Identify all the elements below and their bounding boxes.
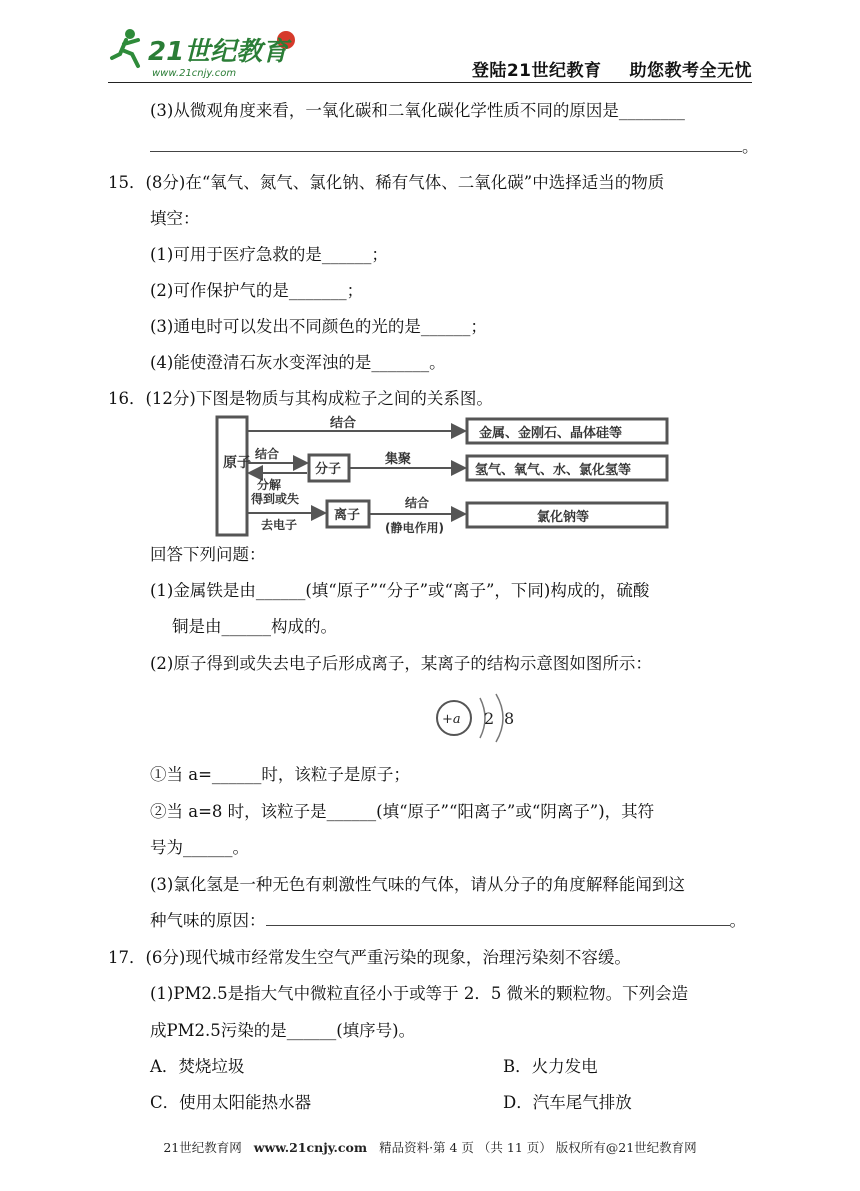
label-gain-lose-2: 去电子 bbox=[261, 518, 298, 532]
q15-item-4: (4)能使澄清石灰水变浑浊的是_______。 bbox=[150, 353, 446, 372]
box-nacl-label: 氯化钠等 bbox=[537, 510, 590, 525]
period: 。 bbox=[742, 137, 759, 156]
label-decompose: 分解 bbox=[257, 478, 282, 492]
q15-item-3: (3)通电时可以发出不同颜色的光的是______； bbox=[150, 317, 487, 336]
slogan-help: 助您教考全无忧 bbox=[629, 61, 752, 81]
slogan-login: 登陆21世纪教育 bbox=[471, 61, 602, 81]
page-footer bbox=[0, 1138, 860, 1156]
q16-p2-sub2-line2: 号为______。 bbox=[150, 838, 249, 857]
q16-stem: 16．(12分)下图是物质与其构成粒子之间的关系图。 bbox=[108, 389, 493, 408]
q16-p1-line2: 铜是由______构成的。 bbox=[172, 617, 337, 636]
q15-stem: 15．(8分)在“氧气、氮气、氯化钠、稀有气体、二氧化碳”中选择适当的物质 bbox=[108, 173, 665, 192]
q17-option-d: D．汽车尾气排放 bbox=[503, 1093, 632, 1112]
box-metals-label: 金属、金刚石、晶体硅等 bbox=[479, 426, 623, 441]
q16-p2-line1: (2)原子得到或失去电子后形成离子，某离子的结构示意图如图所示： bbox=[150, 654, 652, 673]
label-combine: 结合 bbox=[255, 447, 280, 461]
q14-part3-answer-line bbox=[150, 136, 759, 158]
q17-stem: 17．(6分)现代城市经常发生空气严重污染的现象，治理污染刻不容缓。 bbox=[108, 948, 631, 967]
period: 。 bbox=[729, 911, 746, 930]
ion-structure-diagram bbox=[432, 688, 524, 748]
q16-p3-prompt: 种气味的原因： bbox=[150, 911, 266, 930]
runner-icon bbox=[112, 29, 138, 66]
particle-relationship-diagram bbox=[215, 415, 675, 537]
header-slogan bbox=[472, 56, 752, 81]
answer-blank bbox=[266, 911, 730, 926]
q14-part3-text: (3)从微观角度来看，一氧化碳和二氧化碳化学性质不同的原因是________ bbox=[150, 101, 685, 120]
label-gain-lose-1: 得到或失 bbox=[251, 492, 300, 506]
answer-blank bbox=[150, 137, 742, 152]
svg-text:21世纪教育: 21世纪教育 bbox=[148, 37, 289, 67]
box-gases-label: 氢气、氧气、水、氯化氢等 bbox=[475, 463, 632, 478]
q16-answer-prompt: 回答下列问题： bbox=[150, 545, 266, 564]
logo-21cnjy bbox=[108, 24, 308, 82]
q17-option-a: A．焚烧垃圾 bbox=[150, 1057, 245, 1076]
footer-site: 21世纪教育网 bbox=[163, 1140, 242, 1155]
q15-item-2: (2)可作保护气的是_______； bbox=[150, 281, 364, 300]
q16-p2-sub2-line1: ②当 a=8 时，该粒子是______(填“原子”“阳离子”或“阴离子”)，其符 bbox=[150, 802, 655, 821]
shell-2 bbox=[496, 694, 503, 742]
header-divider bbox=[108, 82, 752, 83]
footer-url: www.21cnjy.com bbox=[253, 1140, 368, 1155]
q17-p1-line1: (1)PM2.5是指大气中微粒直径小于或等于 2．5 微米的颗粒物。下列会造 bbox=[150, 984, 689, 1003]
label-combine-top: 结合 bbox=[330, 416, 357, 431]
label-combine-bottom: 结合 bbox=[405, 496, 430, 510]
shell-1-electrons: 2 bbox=[484, 709, 495, 728]
q17-option-c: C．使用太阳能热水器 bbox=[150, 1093, 312, 1112]
q16-p2-sub1: ①当 a=______时，该粒子是原子； bbox=[150, 765, 410, 784]
molecule-label: 分子 bbox=[315, 462, 342, 477]
q15-stem-cont: 填空： bbox=[150, 209, 200, 228]
atom-label: 原子 bbox=[223, 455, 251, 471]
atom-box bbox=[217, 417, 247, 535]
footer-info: 精品资料·第 4 页 （共 11 页） 版权所有@21世纪教育网 bbox=[379, 1140, 697, 1155]
label-gather: 集聚 bbox=[385, 452, 412, 467]
q17-p1-line2: 成PM2.5污染的是______(填序号)。 bbox=[150, 1021, 416, 1040]
q16-p1-line1: (1)金属铁是由______(填“原子”“分子”或“离子”，下同)构成的，硫酸 bbox=[150, 581, 650, 600]
svg-text:www.21cnjy.com: www.21cnjy.com bbox=[152, 68, 237, 79]
page-header bbox=[0, 0, 860, 86]
q16-p3-line1: (3)氯化氢是一种无色有刺激性气味的气体，请从分子的角度解释能闻到这 bbox=[150, 875, 685, 894]
shell-2-electrons: 8 bbox=[504, 709, 515, 728]
q16-p3-line2 bbox=[150, 910, 746, 932]
q15-item-1: (1)可用于医疗急救的是______； bbox=[150, 245, 388, 264]
nucleus-charge: +a bbox=[442, 712, 461, 727]
q17-option-b: B．火力发电 bbox=[503, 1057, 598, 1076]
ion-label: 离子 bbox=[334, 508, 361, 523]
label-electrostatic: (静电作用) bbox=[385, 521, 444, 535]
